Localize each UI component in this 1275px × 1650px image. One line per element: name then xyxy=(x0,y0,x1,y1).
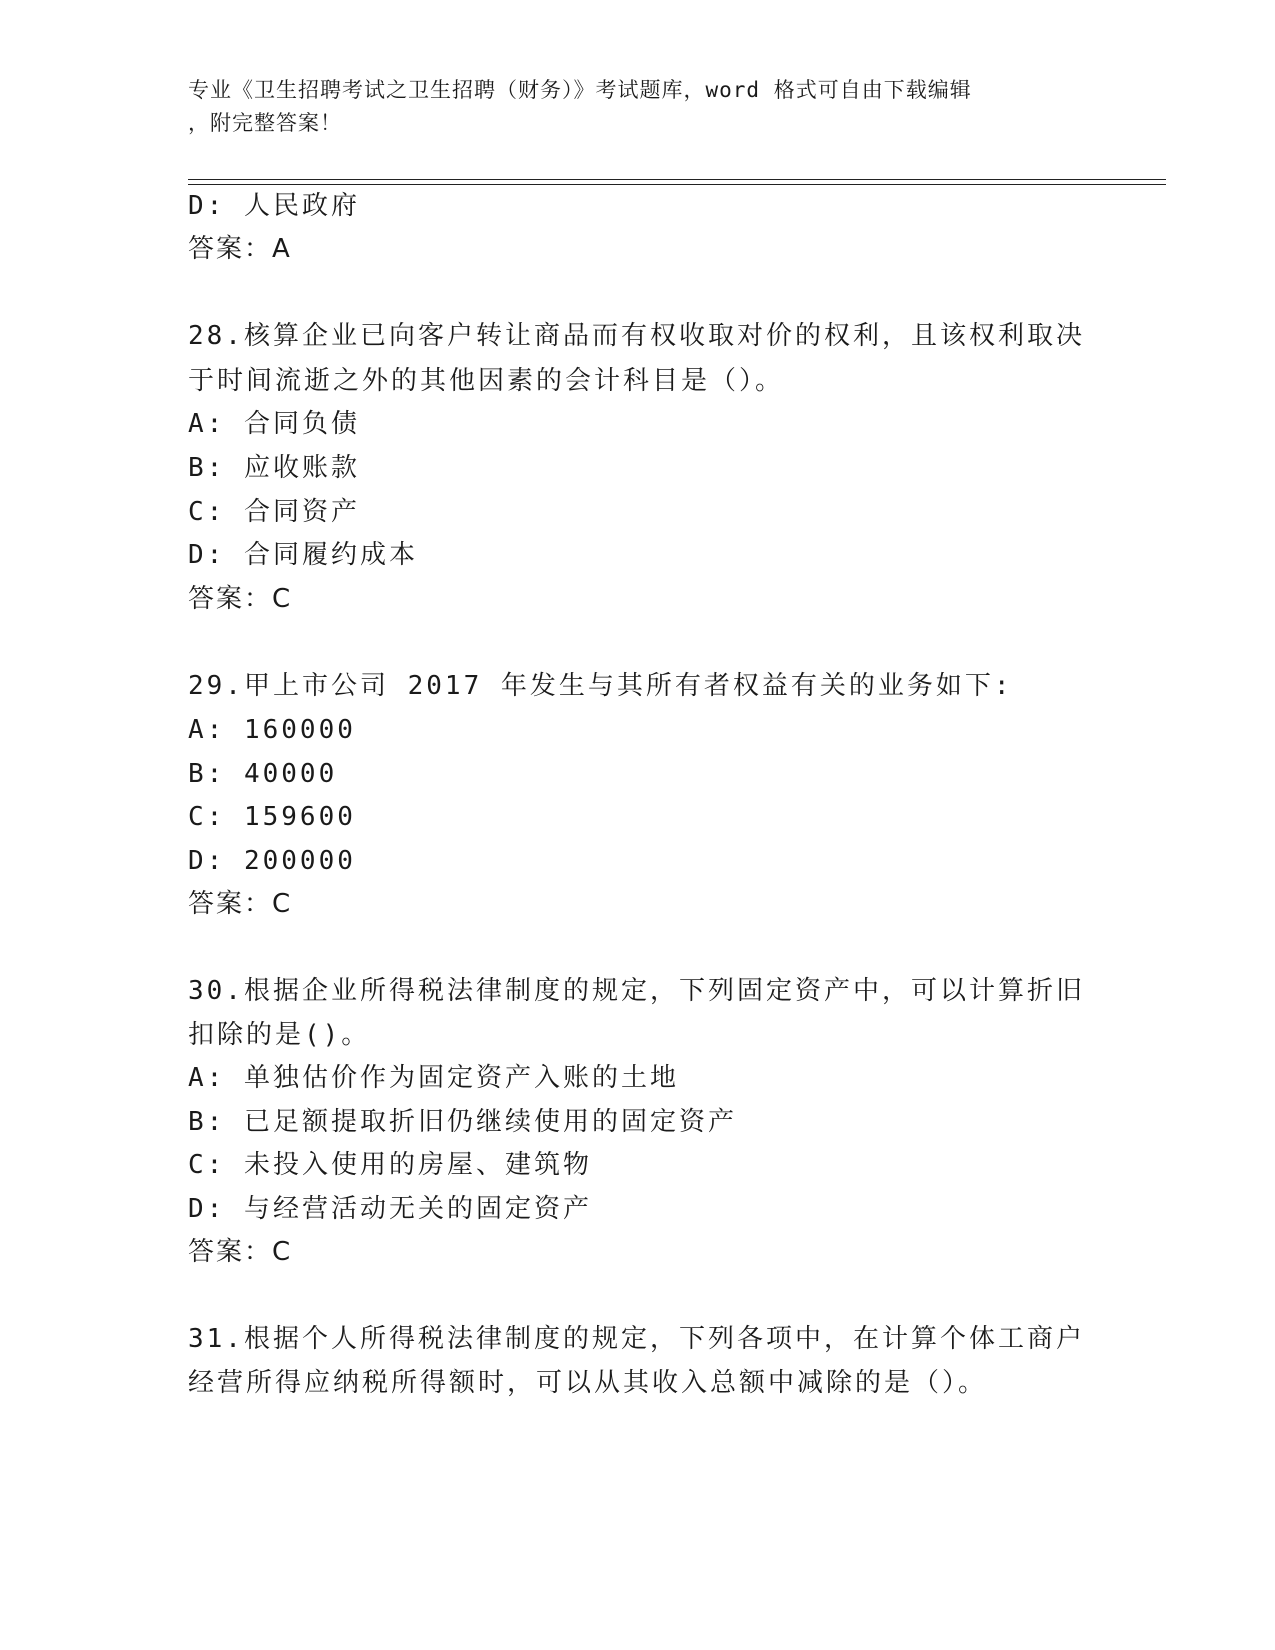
header-rule-top xyxy=(188,179,1166,180)
q30-option-d: D: 与经营活动无关的固定资产 xyxy=(188,1194,592,1224)
q29-answer: 答案：C xyxy=(188,889,293,919)
q29-option-a: A: 160000 xyxy=(188,715,356,745)
q29-option-b: B: 40000 xyxy=(188,759,338,789)
document-header: 专业《卫生招聘考试之卫生招聘（财务）》考试题库，word 格式可自由下载编辑 ，附完整答案！ xyxy=(188,78,972,135)
q28-option-a: A: 合同负债 xyxy=(188,409,360,439)
q28-option-b: B: 应收账款 xyxy=(188,453,360,483)
q28-option-d: D: 合同履约成本 xyxy=(188,540,418,570)
q28-stem-line2: 于时间流逝之外的其他因素的会计科目是（）。 xyxy=(188,366,785,396)
q29-option-d: D: 200000 xyxy=(188,846,356,876)
q28-stem-line1: 28.核算企业已向客户转让商品而有权收取对价的权利，且该权利取决 xyxy=(188,321,1085,351)
prev-option-d: D: 人民政府 xyxy=(188,191,360,221)
q28-option-c: C: 合同资产 xyxy=(188,497,360,527)
q30-answer: 答案：C xyxy=(188,1237,293,1267)
q31-stem-line1: 31.根据个人所得税法律制度的规定，下列各项中，在计算个体工商户 xyxy=(188,1324,1085,1354)
q28-answer: 答案：C xyxy=(188,584,293,614)
q30-stem-line2: 扣除的是()。 xyxy=(188,1020,371,1050)
q30-option-b: B: 已足额提取折旧仍继续使用的固定资产 xyxy=(188,1107,737,1137)
q29-stem-line1: 29.甲上市公司 2017 年发生与其所有者权益有关的业务如下: xyxy=(188,671,1013,701)
prev-answer: 答案：A xyxy=(188,234,292,264)
q30-option-a: A: 单独估价作为固定资产入账的土地 xyxy=(188,1063,679,1093)
q31-stem-line2: 经营所得应纳税所得额时，可以从其收入总额中减除的是（）。 xyxy=(188,1368,988,1398)
q30-option-c: C: 未投入使用的房屋、建筑物 xyxy=(188,1150,592,1180)
q30-stem-line1: 30.根据企业所得税法律制度的规定，下列固定资产中，可以计算折旧 xyxy=(188,976,1085,1006)
q29-option-c: C: 159600 xyxy=(188,802,356,832)
